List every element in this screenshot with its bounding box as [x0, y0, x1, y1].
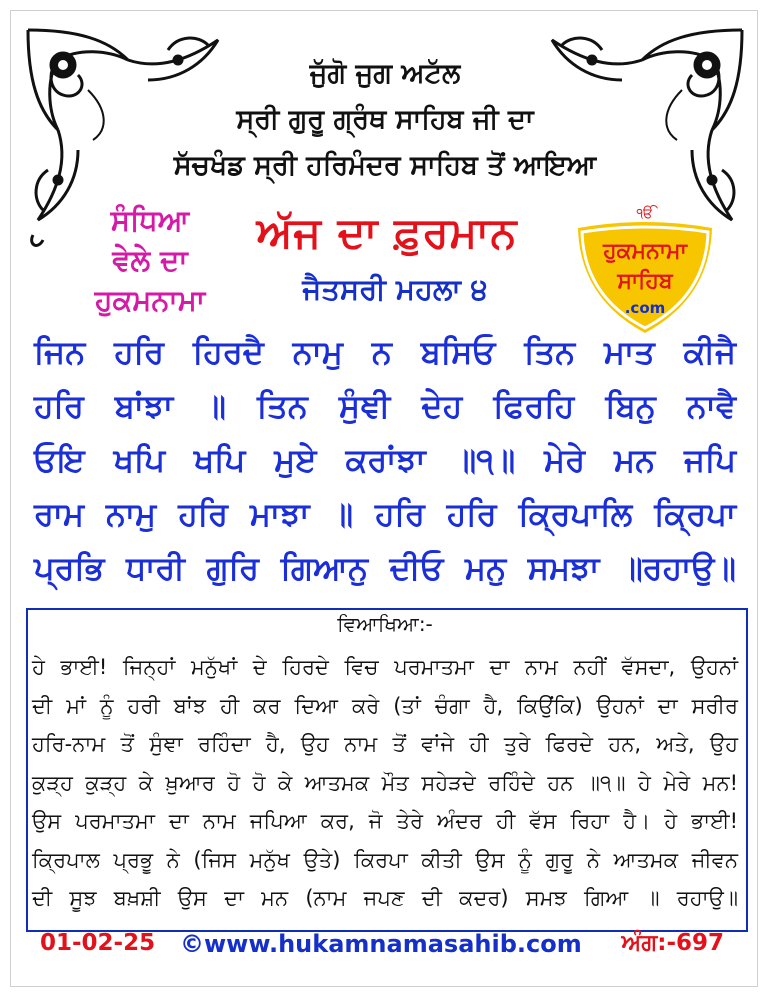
explanation-text: [32, 648, 738, 918]
header-line-2: ਸ੍ਰੀ ਗੁਰੂ ਗ੍ਰੰਥ ਸਾਹਿਬ ਜੀ ਦਾ: [236, 104, 534, 135]
evening-hukamnama-label: [70, 200, 230, 320]
footer-date: 01-02-25: [40, 930, 156, 956]
evening-label-line-3: ਹੁਕਮਨਾਮਾ: [94, 283, 206, 317]
logo-text-3: .com: [624, 299, 666, 317]
explanation-line: ਉਸ ਪਰਮਾਤਮਾ ਦਾ ਨਾਮ ਜਪਿਆ ਕਰ, ਜੋ ਤੇਰੇ ਅੰਦਰ ਹੀ ਵੱਸ ਰਿਹਾ ਹੈ। ਹੇ ਭਾਈ!: [32, 809, 738, 833]
raag-heading: ਜੈਤਸਰੀ ਮਹਲਾ ੪: [302, 272, 488, 306]
verse-line: ਹਰਿ ਬਾਂਝਾ ॥ ਤਿਨ ਸੁੰਞੀ ਦੇਹ ਫਿਰਹਿ ਬਿਨੁ ਨਾਵੈ: [34, 387, 736, 425]
explanation-title: ਵਿਆਖਿਆ:-: [337, 612, 433, 636]
verse-line: ਰਾਮ ਨਾਮੁ ਹਰਿ ਮਾਝਾ ॥ ਹਰਿ ਹਰਿ ਕ੍ਰਿਪਾਲਿ ਕ੍ਰਿਪਾ: [34, 495, 736, 533]
header-line-1: ਜੁੱਗੋ ਜੁਗ ਅਟੱਲ: [309, 58, 461, 89]
logo-text-2: ਸਾਹਿਬ: [617, 269, 673, 294]
footer-website-link[interactable]: ©www.hukamnamasahib.com: [180, 930, 582, 958]
explanation-line: ਦੀ ਮਾਂ ਨੂੰ ਹਰੀ ਬਾਂਝ ਹੀ ਕਰ ਦਿਆ ਕਰੇ (ਤਾਂ ਚੰਗਾ ਹੈ, ਕਿਉਂਕਿ) ਉਹਨਾਂ ਦਾ ਸਰੀਰ: [32, 693, 738, 718]
header-line-3: ਸੱਚਖੰਡ ਸ੍ਰੀ ਹਰਿਮੰਦਰ ਸਾਹਿਬ ਤੋਂ ਆਇਆ: [173, 150, 597, 181]
logo-khanda: ੴ: [636, 206, 654, 222]
verse-line: ਓਇ ਖਪਿ ਖਪਿ ਮੁਏ ਕਰਾਂਝਾ ॥੧॥ ਮੇਰੇ ਮਨ ਜਪਿ: [34, 441, 736, 479]
evening-label-line-1: ਸੰਧਿਆ: [110, 203, 190, 237]
verse-line: ਜਿਨ ਹਰਿ ਹਿਰਦੈ ਨਾਮੁ ਨ ਬਸਿਓ ਤਿਨ ਮਾਤ ਕੀਜੈ: [34, 333, 736, 371]
footer: [30, 928, 740, 962]
explanation-line: ਹੇ ਭਾਈ! ਜਿਨ੍ਹਾਂ ਮਨੁੱਖਾਂ ਦੇ ਹਿਰਦੇ ਵਿਚ ਪਰਮਾਤਮਾ ਦਾ ਨਾਮ ਨਹੀਂ ਵੱਸਦਾ, ਉਹਨਾਂ: [32, 655, 738, 679]
gurbani-verse: [34, 325, 736, 595]
footer-ang-number: ਅੰਗ:-697: [621, 930, 724, 956]
explanation-line: ਦੀ ਸੂਝ ਬਖ਼ਸ਼ੀ ਉਸ ਦਾ ਮਨ (ਨਾਮ ਜਪਣ ਦੀ ਕਦਰ) ਸਮਝ ਗਿਆ ॥ ਰਹਾਉ॥: [32, 886, 738, 910]
logo-text-1: ਹੁਕਮਨਾਮਾ: [603, 239, 687, 264]
explanation-line: ਹਰਿ-ਨਾਮ ਤੋਂ ਸੁੰਞਾ ਰਹਿੰਦਾ ਹੈ, ਉਹ ਨਾਮ ਤੋਂ ਵਾਂਜੇ ਹੀ ਤੁਰੇ ਫਿਰਦੇ ਹਨ, ਅਤੇ, ਉਹ: [32, 732, 738, 756]
page-title: ਅੱਜ ਦਾ ਫ਼ੁਰਮਾਨ: [256, 208, 518, 257]
hukamnama-sahib-logo: [570, 198, 720, 338]
explanation-line: ਕੁੜ੍ਹ ਕੁੜ੍ਹ ਕੇ ਖ਼ੁਆਰ ਹੋ ਹੋ ਕੇ ਆਤਮਕ ਮੌਤ ਸਹੇੜਦੇ ਰਹਿੰਦੇ ਹਨ ॥੧॥ ਹੇ ਮੇਰੇ ਮਨ!: [32, 770, 738, 795]
verse-line: ਪ੍ਰਭਿ ਧਾਰੀ ਗੁਰਿ ਗਿਆਨੁ ਦੀਓ ਮਨੁ ਸਮਝਾ ॥ਰਹਾਉ॥: [34, 549, 736, 587]
explanation-line: ਕ੍ਰਿਪਾਲ ਪ੍ਰਭੂ ਨੇ (ਜਿਸ ਮਨੁੱਖ ਉਤੇ) ਕਿਰਪਾ ਕੀਤੀ ਉਸ ਨੂੰ ਗੁਰੂ ਨੇ ਆਤਮਕ ਜੀਵਨ: [32, 847, 738, 872]
evening-label-line-2: ਵੇਲੇ ਦਾ: [112, 243, 188, 277]
